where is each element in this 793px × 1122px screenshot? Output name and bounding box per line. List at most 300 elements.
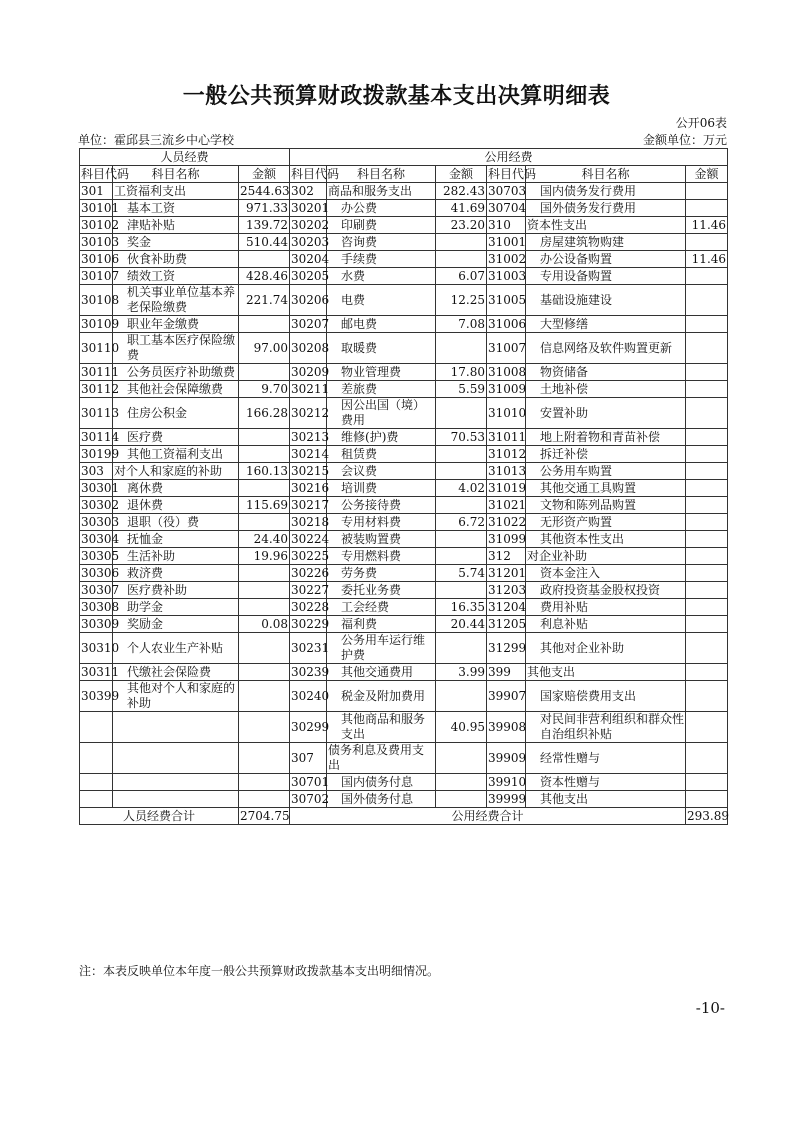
cell-name: 被装购置费	[327, 531, 436, 548]
cell-name: 取暖费	[327, 333, 436, 364]
cell-amount	[686, 398, 728, 429]
cell-code: 30308	[81, 599, 120, 614]
cell-amount	[436, 774, 487, 791]
cell-name: 其他交通费用	[327, 664, 436, 681]
cell-code: 30201	[291, 200, 330, 215]
cell-code: 31003	[488, 268, 527, 283]
cell-name: 个人农业生产补贴	[113, 633, 239, 664]
cell-name: 基本工资	[113, 200, 239, 217]
table-row	[80, 681, 728, 712]
cell-name: 其他商品和服务支出	[327, 712, 436, 743]
cell-name: 专用设备购置	[526, 268, 686, 285]
cell-code: 30101	[81, 200, 120, 215]
cell-amount: 70.53	[436, 429, 487, 446]
table-row	[80, 364, 728, 381]
cell-code: 30301	[81, 480, 120, 495]
table-row	[80, 774, 728, 791]
header-name: 科目名称	[327, 166, 436, 183]
cell-code: 31007	[487, 333, 526, 364]
cell-name: 职工基本医疗保险缴费	[113, 333, 239, 364]
cell-code: 30703	[488, 183, 527, 198]
table-row	[80, 616, 728, 633]
cell-amount: 6.72	[436, 514, 487, 531]
cell-code: 39908	[487, 712, 526, 743]
cell-amount	[239, 364, 290, 381]
cell-amount	[239, 712, 290, 743]
cell-amount	[686, 364, 728, 381]
cell-name: 救济费	[113, 565, 239, 582]
cell-code: 30208	[290, 333, 327, 364]
header-name: 科目名称	[113, 166, 239, 183]
cell-code: 30203	[291, 234, 330, 249]
cell-name	[113, 743, 239, 774]
cell-amount: 4.02	[436, 480, 487, 497]
cell-name: 维修(护)费	[327, 429, 436, 446]
cell-code: 30112	[81, 381, 120, 396]
cell-amount	[686, 381, 728, 398]
cell-amount	[239, 774, 290, 791]
cell-code: 30217	[291, 497, 330, 512]
cell-amount: 971.33	[239, 200, 290, 217]
cell-name: 基础设施建设	[526, 285, 686, 316]
cell-code: 30225	[291, 548, 330, 563]
cell-code: 31008	[488, 364, 527, 379]
cell-code: 307	[290, 743, 327, 774]
cell-code: 30199	[81, 446, 120, 461]
cell-amount	[239, 743, 290, 774]
cell-code: 31203	[488, 582, 527, 597]
cell-code: 31299	[487, 633, 526, 664]
cell-name: 奖励金	[113, 616, 239, 633]
cell-name	[113, 791, 239, 808]
cell-amount	[686, 497, 728, 514]
cell-code: 30202	[291, 217, 330, 232]
cell-amount: 41.69	[436, 200, 487, 217]
cell-name: 信息网络及软件购置更新	[526, 333, 686, 364]
column-header-row	[80, 166, 728, 183]
cell-amount	[436, 333, 487, 364]
cell-name: 费用补贴	[526, 599, 686, 616]
cell-code: 30231	[290, 633, 327, 664]
cell-amount	[436, 743, 487, 774]
cell-code	[80, 774, 113, 791]
cell-name: 其他工资福利支出	[113, 446, 239, 463]
table-row	[80, 599, 728, 616]
cell-amount	[686, 791, 728, 808]
cell-amount	[436, 681, 487, 712]
cell-amount: 40.95	[436, 712, 487, 743]
cell-code: 310	[487, 217, 526, 234]
cell-code: 301	[80, 183, 113, 200]
cell-code: 303	[80, 463, 113, 480]
cell-name: 机关事业单位基本养老保险缴费	[113, 285, 239, 316]
cell-code: 31021	[488, 497, 527, 512]
table-row	[80, 548, 728, 565]
cell-amount	[686, 316, 728, 333]
cell-amount	[239, 582, 290, 599]
cell-name: 国外债务付息	[327, 791, 436, 808]
cell-amount	[436, 582, 487, 599]
header-code: 科目代码	[81, 166, 130, 181]
cell-code: 31002	[488, 251, 527, 266]
cell-name: 对个人和家庭的补助	[113, 463, 239, 480]
public-total-label: 公用经费合计	[290, 808, 686, 825]
cell-code: 31012	[488, 446, 527, 461]
cell-code	[80, 712, 113, 743]
footnote: 注：本表反映单位本年度一般公共预算财政拨款基本支出明细情况。	[79, 964, 440, 978]
cell-name: 退休费	[113, 497, 239, 514]
table-row	[80, 333, 728, 364]
cell-name: 资本性赠与	[526, 774, 686, 791]
cell-code: 30307	[81, 582, 120, 597]
cell-name: 专用燃料费	[327, 548, 436, 565]
cell-amount	[686, 285, 728, 316]
cell-name: 政府投资基金股权投资	[526, 582, 686, 599]
table-row	[80, 497, 728, 514]
cell-code: 30399	[80, 681, 113, 712]
cell-amount: 5.59	[436, 381, 487, 398]
cell-amount: 20.44	[436, 616, 487, 633]
cell-name: 其他对企业补助	[526, 633, 686, 664]
cell-code: 31013	[488, 463, 527, 478]
cell-amount	[436, 234, 487, 251]
cell-amount	[686, 548, 728, 565]
cell-name: 物业管理费	[327, 364, 436, 381]
cell-code: 30310	[80, 633, 113, 664]
cell-amount	[239, 316, 290, 333]
personnel-total-label: 人员经费合计	[80, 808, 239, 825]
cell-amount: 3.99	[436, 664, 487, 681]
cell-code: 30218	[291, 514, 330, 529]
cell-amount	[686, 514, 728, 531]
cell-code: 30303	[81, 514, 120, 529]
cell-name: 公务用车运行维护费	[327, 633, 436, 664]
table-row	[80, 446, 728, 463]
cell-name: 对企业补助	[526, 548, 686, 565]
cell-amount	[686, 743, 728, 774]
cell-amount: 166.28	[239, 398, 290, 429]
cell-code: 30113	[80, 398, 113, 429]
cell-amount	[686, 463, 728, 480]
cell-amount: 139.72	[239, 217, 290, 234]
cell-code: 31022	[488, 514, 527, 529]
cell-amount: 97.00	[239, 333, 290, 364]
cell-amount: 12.25	[436, 285, 487, 316]
cell-code: 31099	[488, 531, 527, 546]
cell-code: 30240	[290, 681, 327, 712]
cell-code: 31001	[488, 234, 527, 249]
cell-amount	[686, 480, 728, 497]
cell-name: 培训费	[327, 480, 436, 497]
cell-amount: 5.74	[436, 565, 487, 582]
cell-name: 奖金	[113, 234, 239, 251]
cell-name: 工资福利支出	[113, 183, 239, 200]
header-amount: 金额	[436, 166, 487, 183]
cell-code: 39907	[487, 681, 526, 712]
cell-amount: 19.96	[239, 548, 290, 565]
cell-amount	[686, 582, 728, 599]
cell-amount	[686, 268, 728, 285]
cell-name: 医疗费	[113, 429, 239, 446]
header-amount: 金额	[686, 166, 728, 183]
cell-code: 30224	[291, 531, 330, 546]
cell-name: 经常性赠与	[526, 743, 686, 774]
cell-name: 文物和陈列品购置	[526, 497, 686, 514]
cell-code: 30102	[81, 217, 120, 232]
cell-code: 30239	[291, 664, 330, 679]
cell-amount	[686, 599, 728, 616]
cell-code: 30212	[290, 398, 327, 429]
cell-name: 其他交通工具购置	[526, 480, 686, 497]
cell-code: 30305	[81, 548, 120, 563]
cell-name: 土地补偿	[526, 381, 686, 398]
cell-amount: 6.07	[436, 268, 487, 285]
cell-code: 30103	[81, 234, 120, 249]
table-row	[80, 480, 728, 497]
cell-amount	[436, 251, 487, 268]
cell-amount: 16.35	[436, 599, 487, 616]
table-row	[80, 183, 728, 200]
cell-code: 312	[487, 548, 526, 565]
cell-code: 30211	[291, 381, 330, 396]
cell-amount	[686, 183, 728, 200]
section-personnel: 人员经费	[80, 149, 290, 166]
cell-name: 福利费	[327, 616, 436, 633]
table-row	[80, 565, 728, 582]
totals-row	[80, 808, 728, 825]
cell-name: 职业年金缴费	[113, 316, 239, 333]
cell-code: 31204	[488, 599, 527, 614]
table-row	[80, 712, 728, 743]
cell-name: 医疗费补助	[113, 582, 239, 599]
cell-name: 其他资本性支出	[526, 531, 686, 548]
cell-amount	[436, 548, 487, 565]
cell-code: 30701	[291, 774, 330, 789]
cell-name: 对民间非营利组织和群众性自治组织补贴	[526, 712, 686, 743]
cell-name: 公务用车购置	[526, 463, 686, 480]
cell-name: 无形资产购置	[526, 514, 686, 531]
cell-name: 租赁费	[327, 446, 436, 463]
cell-amount	[239, 633, 290, 664]
cell-amount: 115.69	[239, 497, 290, 514]
cell-amount	[686, 633, 728, 664]
cell-name	[113, 712, 239, 743]
reporting-unit: 单位：霍邱县三流乡中心学校	[78, 133, 235, 147]
table-row	[80, 200, 728, 217]
cell-name: 其他支出	[526, 791, 686, 808]
cell-amount	[239, 514, 290, 531]
cell-code: 30106	[81, 251, 120, 266]
cell-amount	[436, 791, 487, 808]
cell-code: 31006	[488, 316, 527, 331]
table-row	[80, 791, 728, 808]
cell-name: 咨询费	[327, 234, 436, 251]
cell-name: 退职（役）费	[113, 514, 239, 531]
cell-amount	[436, 398, 487, 429]
cell-amount: 23.20	[436, 217, 487, 234]
cell-amount	[686, 446, 728, 463]
expenditure-table	[79, 148, 728, 825]
cell-name: 津贴补贴	[113, 217, 239, 234]
header-code: 科目代码	[291, 166, 340, 181]
table-row	[80, 463, 728, 480]
table-row	[80, 743, 728, 774]
cell-code: 39910	[488, 774, 527, 789]
public-total-amount: 293.89	[687, 808, 730, 823]
header-amount: 金额	[239, 166, 290, 183]
cell-code: 30302	[81, 497, 120, 512]
cell-code: 30214	[291, 446, 330, 461]
table-row	[80, 251, 728, 268]
personnel-total-amount: 2704.75	[240, 808, 290, 823]
cell-name: 国外债务发行费用	[526, 200, 686, 217]
cell-name: 专用材料费	[327, 514, 436, 531]
cell-amount	[686, 664, 728, 681]
cell-code: 31009	[488, 381, 527, 396]
cell-name: 办公费	[327, 200, 436, 217]
cell-amount	[239, 681, 290, 712]
cell-code: 30304	[81, 531, 120, 546]
cell-amount: 221.74	[239, 285, 290, 316]
cell-code	[80, 791, 113, 808]
cell-amount: 11.46	[686, 217, 728, 234]
cell-amount	[686, 200, 728, 217]
cell-name: 地上附着物和青苗补偿	[526, 429, 686, 446]
cell-name: 债务利息及费用支出	[327, 743, 436, 774]
cell-amount	[436, 633, 487, 664]
cell-name: 差旅费	[327, 381, 436, 398]
cell-name: 电费	[327, 285, 436, 316]
header-name: 科目名称	[526, 166, 686, 183]
cell-code: 30228	[291, 599, 330, 614]
cell-name: 其他对个人和家庭的补助	[113, 681, 239, 712]
cell-code: 30213	[291, 429, 330, 444]
cell-name: 拆迁补偿	[526, 446, 686, 463]
cell-name: 国家赔偿费用支出	[526, 681, 686, 712]
form-number: 公开06表	[675, 116, 727, 130]
cell-amount	[686, 616, 728, 633]
table-row	[80, 381, 728, 398]
cell-code: 31205	[488, 616, 527, 631]
cell-name: 邮电费	[327, 316, 436, 333]
cell-code: 30702	[291, 791, 330, 806]
cell-name: 伙食补助费	[113, 251, 239, 268]
cell-amount	[436, 463, 487, 480]
cell-code: 30110	[80, 333, 113, 364]
cell-name: 其他社会保障缴费	[113, 381, 239, 398]
cell-code: 30306	[81, 565, 120, 580]
cell-name: 国内债务付息	[327, 774, 436, 791]
cell-code: 30704	[488, 200, 527, 215]
amount-unit: 金额单位：万元	[642, 133, 727, 147]
cell-amount: 282.43	[436, 183, 487, 200]
cell-amount: 0.08	[239, 616, 290, 633]
cell-code: 30299	[290, 712, 327, 743]
cell-code: 31005	[487, 285, 526, 316]
cell-name: 商品和服务支出	[327, 183, 436, 200]
table-row	[80, 398, 728, 429]
page-title: 一般公共预算财政拨款基本支出决算明细表	[182, 84, 611, 109]
table-row	[80, 664, 728, 681]
table-row	[80, 234, 728, 251]
cell-amount	[436, 497, 487, 514]
cell-name: 生活补助	[113, 548, 239, 565]
cell-code: 30207	[291, 316, 330, 331]
cell-name: 房屋建筑物购建	[526, 234, 686, 251]
cell-name: 安置补助	[526, 398, 686, 429]
table-body	[80, 183, 728, 808]
table-row	[80, 285, 728, 316]
cell-amount	[686, 565, 728, 582]
cell-amount: 7.08	[436, 316, 487, 333]
cell-name: 工会经费	[327, 599, 436, 616]
cell-code: 31011	[488, 429, 527, 444]
table-row	[80, 268, 728, 285]
cell-code: 30111	[81, 364, 120, 379]
cell-code: 30215	[291, 463, 330, 478]
cell-code	[80, 743, 113, 774]
cell-amount	[686, 531, 728, 548]
header-code: 科目代码	[488, 166, 537, 181]
cell-code: 30226	[291, 565, 330, 580]
cell-name: 国内债务发行费用	[526, 183, 686, 200]
cell-name: 办公设备购置	[526, 251, 686, 268]
section-public: 公用经费	[290, 149, 728, 166]
table-row	[80, 531, 728, 548]
cell-code: 31019	[488, 480, 527, 495]
cell-name: 会议费	[327, 463, 436, 480]
table-row	[80, 633, 728, 664]
table-row	[80, 316, 728, 333]
cell-name: 住房公积金	[113, 398, 239, 429]
cell-code: 30206	[290, 285, 327, 316]
cell-amount: 2544.63	[240, 183, 290, 198]
table-row	[80, 217, 728, 234]
cell-name: 水费	[327, 268, 436, 285]
cell-code: 30209	[291, 364, 330, 379]
cell-amount	[436, 446, 487, 463]
cell-name: 公务员医疗补助缴费	[113, 364, 239, 381]
table-row	[80, 429, 728, 446]
cell-name: 印刷费	[327, 217, 436, 234]
cell-amount	[239, 565, 290, 582]
cell-amount	[239, 251, 290, 268]
cell-amount	[239, 664, 290, 681]
cell-name: 大型修缮	[526, 316, 686, 333]
cell-amount: 11.46	[686, 251, 728, 268]
cell-code: 31010	[487, 398, 526, 429]
cell-code: 30311	[81, 664, 120, 679]
cell-code: 30109	[81, 316, 120, 331]
cell-amount	[686, 333, 728, 364]
cell-code: 39909	[487, 743, 526, 774]
cell-name: 手续费	[327, 251, 436, 268]
cell-amount: 428.46	[239, 268, 290, 285]
cell-name: 抚恤金	[113, 531, 239, 548]
cell-code: 30204	[291, 251, 330, 266]
cell-code: 30229	[291, 616, 330, 631]
cell-amount: 24.40	[239, 531, 290, 548]
cell-name: 助学金	[113, 599, 239, 616]
cell-amount	[686, 681, 728, 712]
table-row	[80, 582, 728, 599]
cell-amount	[239, 791, 290, 808]
cell-name: 委托业务费	[327, 582, 436, 599]
table-row	[80, 514, 728, 531]
cell-amount: 510.44	[239, 234, 290, 251]
cell-name: 物资储备	[526, 364, 686, 381]
cell-name: 资本金注入	[526, 565, 686, 582]
